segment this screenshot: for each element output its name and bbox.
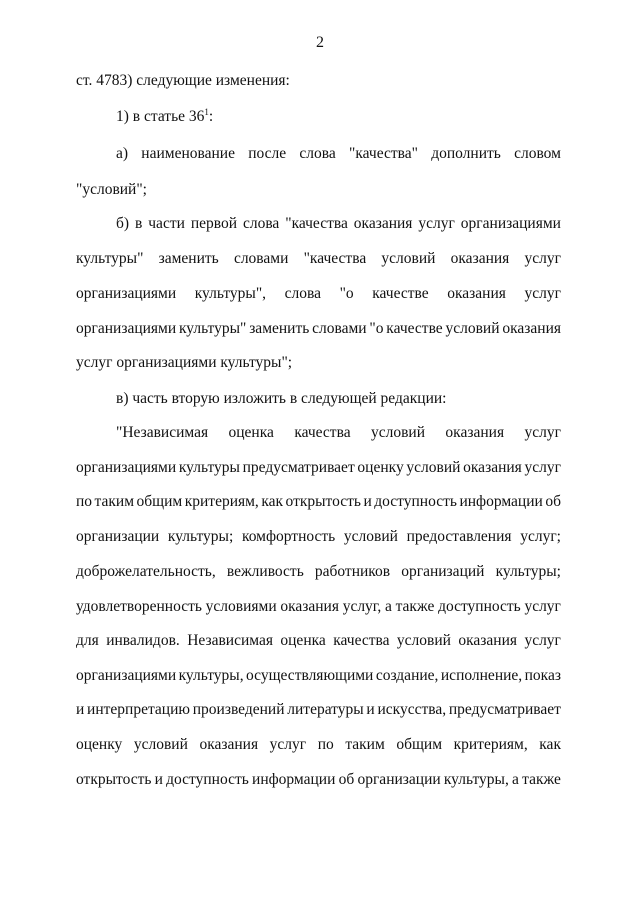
word: культуры": [178, 320, 247, 337]
word: качества: [333, 632, 390, 649]
text-line: [76, 319, 561, 339]
word: условий: [370, 424, 426, 441]
text-line: [116, 214, 561, 234]
word: комфортность: [241, 528, 336, 545]
word: словами: [312, 320, 367, 337]
text-line: [76, 597, 561, 617]
word: организациями: [76, 667, 177, 684]
word: заменить: [158, 250, 219, 267]
word: оказания: [463, 459, 522, 476]
word: оказания: [458, 632, 518, 649]
word: предусматривает: [242, 459, 355, 476]
word: таким: [94, 493, 135, 510]
word: слова: [242, 215, 280, 232]
word: "качества: [303, 250, 367, 267]
word: оказания: [502, 320, 561, 337]
word: услуг: [524, 632, 561, 649]
word: создание,: [375, 667, 439, 684]
word: произведений: [192, 701, 285, 718]
word: как: [539, 736, 561, 753]
word: а: [512, 771, 519, 788]
word: после: [248, 145, 287, 162]
word: оказания: [280, 598, 339, 615]
word: для: [76, 632, 99, 649]
text-line: [116, 107, 561, 127]
text-line: [76, 180, 561, 200]
word: услуг: [418, 215, 455, 232]
word: организациями: [76, 285, 177, 302]
word: культуры": [76, 250, 144, 267]
text-line: [76, 770, 561, 790]
word: и: [154, 771, 163, 788]
word: и: [76, 701, 85, 718]
word: искусства,: [377, 701, 447, 718]
text-line: [116, 144, 561, 164]
text-line: [76, 458, 561, 478]
text-line: [116, 423, 561, 443]
text-line: [76, 700, 561, 720]
word: первой: [190, 215, 238, 232]
word: оказания: [445, 424, 505, 441]
word: критериям,: [184, 493, 259, 510]
word: культуры;: [495, 563, 561, 580]
word: оценку: [76, 736, 123, 753]
word: услуг;: [520, 528, 561, 545]
word: "о: [339, 285, 354, 302]
superscript: 1: [204, 107, 209, 117]
word: оценка: [280, 632, 326, 649]
word: оказания: [353, 215, 413, 232]
word: общим: [396, 736, 443, 753]
word: словами: [233, 250, 289, 267]
word: условий: [406, 459, 461, 476]
word: культуры;: [167, 528, 234, 545]
word: качестве: [386, 320, 443, 337]
text-line: [76, 249, 561, 269]
page-number: 2: [316, 34, 324, 51]
text-line: [76, 562, 561, 582]
word: оценку: [357, 459, 404, 476]
word: услуг: [524, 285, 561, 302]
word: б): [116, 215, 130, 232]
line-text: услуг организациями культуры";: [76, 354, 293, 371]
word: как: [261, 493, 284, 510]
text-line: [116, 389, 561, 409]
word: организации: [357, 771, 441, 788]
line-text: ст. 4783) следующие изменения:: [76, 72, 290, 89]
word: словом: [514, 145, 561, 162]
word: об: [338, 771, 355, 788]
word: условиями: [205, 598, 277, 615]
word: заменить: [249, 320, 310, 337]
word: и: [363, 493, 372, 510]
word: интерпретацию: [87, 701, 190, 718]
word: а): [116, 145, 129, 162]
word: таким: [345, 736, 385, 753]
word: открытость: [285, 493, 361, 510]
word: вежливость: [226, 563, 304, 580]
word: и: [366, 701, 375, 718]
word: удовлетворенность: [76, 598, 202, 615]
word: услуг: [524, 459, 561, 476]
word: критериям,: [453, 736, 528, 753]
word: оценка: [228, 424, 274, 441]
word: Независимая: [187, 632, 273, 649]
word: слова: [284, 285, 321, 302]
text-line: [76, 735, 561, 755]
word: условий: [133, 736, 188, 753]
word: условий: [381, 250, 436, 267]
word: культуры: [178, 459, 240, 476]
word: оказания: [447, 285, 506, 302]
word: наименование: [141, 145, 235, 162]
word: в: [135, 215, 143, 232]
word: услуг,: [342, 598, 382, 615]
word: также: [395, 598, 435, 615]
word: доступность: [374, 493, 457, 510]
word: качества: [294, 424, 351, 441]
text-line: [76, 631, 561, 651]
text-line: [76, 284, 561, 304]
text-line: [76, 353, 561, 373]
word: качестве: [372, 285, 429, 302]
word: культуры",: [194, 285, 267, 302]
word: доступность: [166, 771, 249, 788]
word: условий: [343, 528, 398, 545]
word: открытость: [76, 771, 152, 788]
word: условий: [396, 632, 451, 649]
text-line: [76, 666, 561, 686]
word: показ: [524, 667, 561, 684]
word: оказания: [199, 736, 259, 753]
word: информации: [459, 493, 543, 510]
word: инвалидов.: [106, 632, 180, 649]
word: "качества": [349, 145, 418, 162]
text-line: [76, 492, 561, 512]
word: части: [148, 215, 185, 232]
word: слова: [299, 145, 336, 162]
text-line: [76, 71, 561, 91]
word: услуг: [524, 250, 561, 267]
line-text: в) часть вторую изложить в следующей редакции:: [116, 390, 447, 407]
word: организации: [76, 528, 160, 545]
word: оказания: [450, 250, 510, 267]
word: дополнить: [431, 145, 501, 162]
word: услуг: [524, 424, 561, 441]
word: доступность: [438, 598, 521, 615]
word: об: [545, 493, 561, 510]
word: также: [522, 771, 561, 788]
word: а: [385, 598, 392, 615]
word: предусматривает: [448, 701, 561, 718]
word: услуг: [269, 736, 307, 753]
word: общим: [136, 493, 183, 510]
word: исполнение,: [440, 667, 523, 684]
word: информации: [252, 771, 336, 788]
word: осуществляющими: [246, 667, 374, 684]
word: культуры,: [178, 667, 244, 684]
word: услуг: [524, 598, 561, 615]
word: доброжелательность,: [76, 563, 216, 580]
word: условий: [445, 320, 500, 337]
word: по: [76, 493, 93, 510]
word: организаций: [401, 563, 485, 580]
word: организациями: [76, 459, 177, 476]
line-text: 1) в статье 36: [116, 108, 205, 125]
line-text: "условий";: [76, 181, 147, 198]
word: "о: [369, 320, 384, 337]
word: литературы: [287, 701, 364, 718]
word: культуры,: [443, 771, 509, 788]
text-line: [76, 527, 561, 547]
line-text-suffix: :: [208, 108, 214, 125]
word: "качества: [285, 215, 348, 232]
word: по: [317, 736, 334, 753]
word: организациями: [76, 320, 177, 337]
word: "Независимая: [116, 424, 209, 441]
word: организациями: [460, 215, 561, 232]
word: предоставления: [406, 528, 512, 545]
word: работников: [314, 563, 391, 580]
